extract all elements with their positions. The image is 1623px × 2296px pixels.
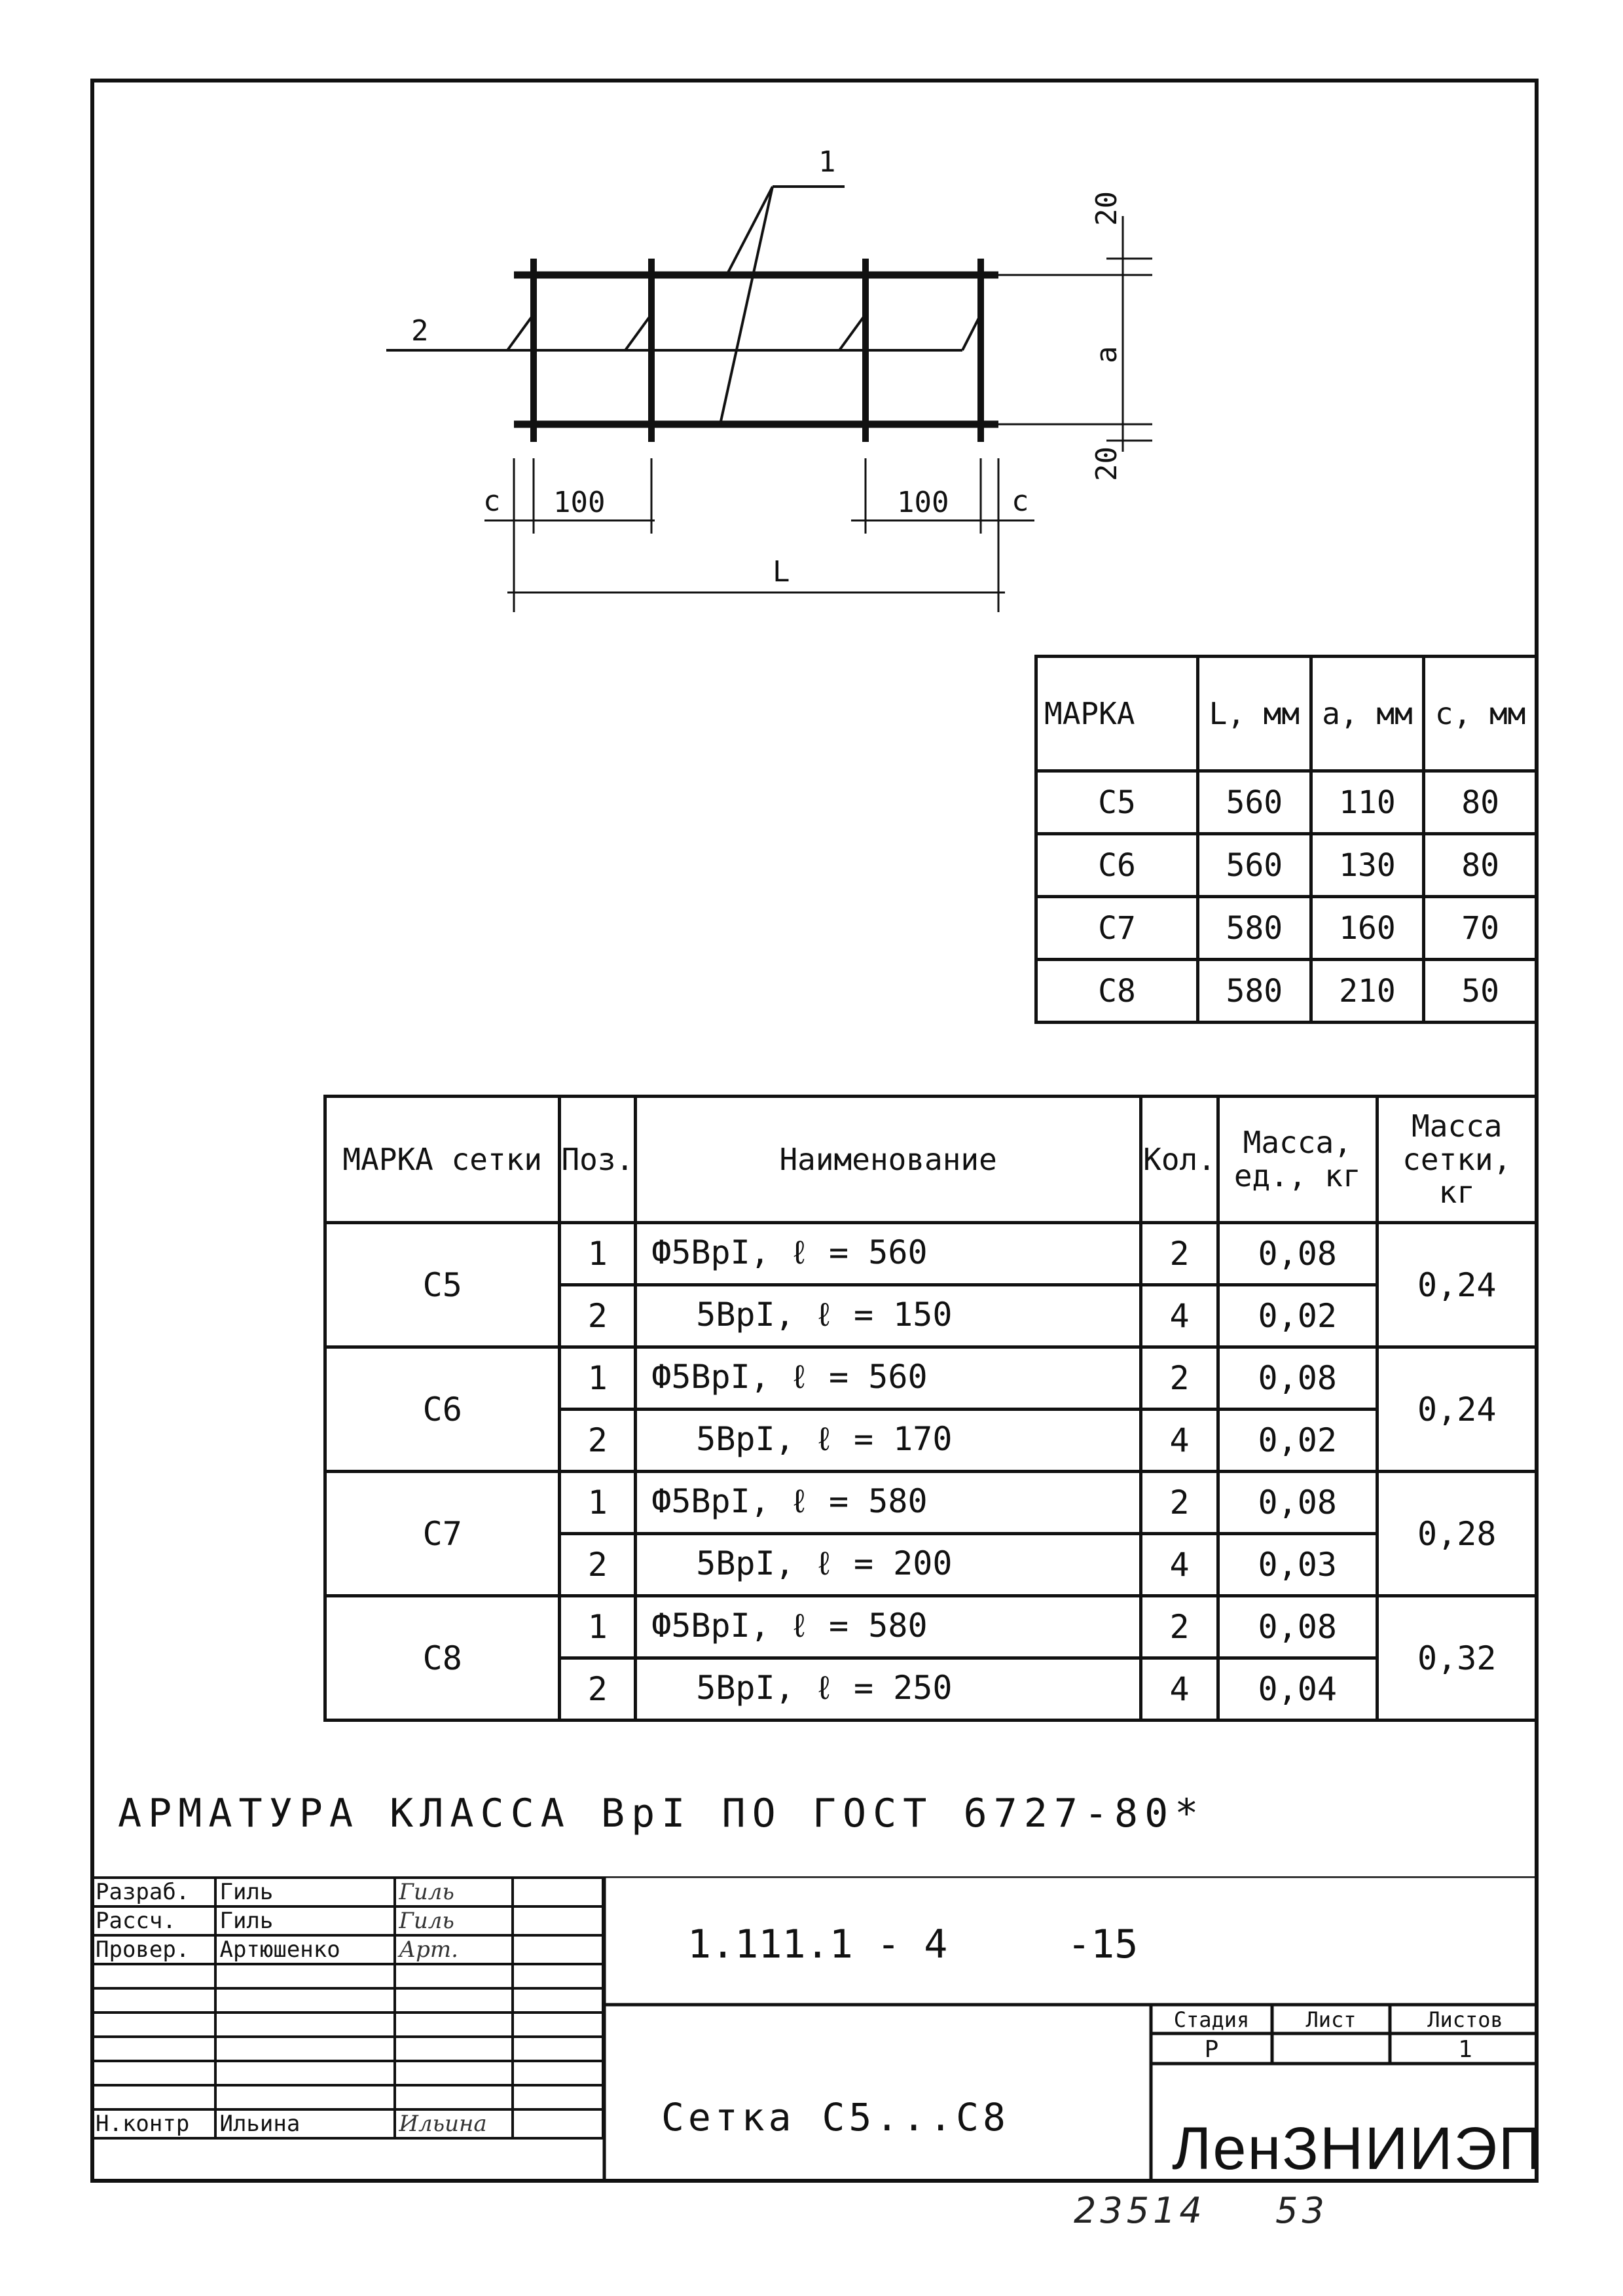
signature	[395, 1988, 513, 2013]
table-row	[1036, 897, 1537, 960]
person: Артюшенко	[215, 1935, 395, 1964]
role: Разраб.	[92, 1878, 215, 1906]
spec-total: 0,32	[1377, 1596, 1537, 1721]
spec-qty: 2	[1141, 1596, 1218, 1658]
organization-name: ЛенЗНИИЭП	[1172, 2115, 1543, 2182]
table-row	[92, 2085, 603, 2109]
param-cell: 580	[1198, 897, 1311, 960]
person	[215, 1964, 395, 1988]
spec-pos: 2	[560, 1534, 636, 1596]
spec-mass: 0,08	[1218, 1223, 1377, 1285]
spec-name: 5ВрI, ℓ = 170	[636, 1410, 1141, 1472]
dim-top-cover: 20	[1090, 191, 1123, 226]
leader-2	[386, 314, 981, 350]
signature	[395, 1964, 513, 1988]
spec-pos: 1	[560, 1347, 636, 1410]
date	[513, 1878, 603, 1906]
spec-mass: 0,04	[1218, 1658, 1377, 1721]
dim-length: L	[773, 555, 790, 589]
param-cell: С6	[1036, 834, 1198, 897]
role	[92, 2061, 215, 2085]
date	[513, 1906, 603, 1935]
table-row	[325, 1596, 1537, 1658]
role: Провер.	[92, 1935, 215, 1964]
spec-total: 0,24	[1377, 1223, 1537, 1347]
table-row	[92, 1878, 603, 1906]
signature	[395, 2061, 513, 2085]
table-row	[92, 1935, 603, 1964]
spec-pos: 1	[560, 1472, 636, 1534]
date	[513, 2109, 603, 2138]
spec-header-mesh-mass: Масса сетки, кг	[1377, 1097, 1537, 1223]
person: Гиль	[215, 1878, 395, 1906]
spec-qty: 4	[1141, 1534, 1218, 1596]
horizontal-dimensions	[484, 458, 1034, 612]
spec-total: 0,24	[1377, 1347, 1537, 1472]
param-header-end: c, мм	[1424, 657, 1537, 771]
param-cell: 580	[1198, 960, 1311, 1023]
date	[513, 2013, 603, 2037]
person	[215, 2085, 395, 2109]
spec-qty: 2	[1141, 1347, 1218, 1410]
spec-name: Ф5ВрI, ℓ = 560	[636, 1223, 1141, 1285]
date	[513, 2085, 603, 2109]
spec-qty: 2	[1141, 1223, 1218, 1285]
spec-name: Ф5ВрI, ℓ = 580	[636, 1472, 1141, 1534]
role: Рассч.	[92, 1906, 215, 1935]
table-row	[92, 1988, 603, 2013]
date	[513, 2061, 603, 2085]
signature: Арт.	[395, 1935, 513, 1964]
spec-qty: 4	[1141, 1285, 1218, 1347]
param-header-length: L, мм	[1198, 657, 1311, 771]
archive-number: 23514	[1074, 2190, 1206, 2231]
reinforcement-note: АРМАТУРА КЛАССА ВрI ПО ГОСТ 6727-80*	[118, 1791, 1205, 1836]
spec-header-name: Наименование	[636, 1097, 1141, 1223]
mesh-drawing	[0, 0, 1623, 655]
spec-name: Ф5ВрI, ℓ = 560	[636, 1347, 1141, 1410]
param-header-height: a, мм	[1311, 657, 1424, 771]
spec-qty: 2	[1141, 1472, 1218, 1534]
sheet-code: -15	[1067, 1922, 1139, 1967]
table-row	[92, 2037, 603, 2061]
table-row	[92, 2061, 603, 2085]
spec-mark: С5	[325, 1223, 560, 1347]
table-row	[92, 2013, 603, 2037]
dim-left-pitch: 100	[553, 486, 606, 519]
table-row	[92, 2109, 603, 2138]
sheets-value: 1	[1458, 2036, 1472, 2063]
signature: Гиль	[395, 1906, 513, 1935]
person	[215, 2013, 395, 2037]
signature	[395, 2013, 513, 2037]
param-cell: С5	[1036, 771, 1198, 834]
param-cell: 80	[1424, 834, 1537, 897]
callout-1-label: 1	[818, 145, 836, 179]
spec-mass: 0,08	[1218, 1596, 1377, 1658]
spec-mass: 0,02	[1218, 1410, 1377, 1472]
spec-total: 0,28	[1377, 1472, 1537, 1596]
param-cell: 210	[1311, 960, 1424, 1023]
page-number: 53	[1275, 2190, 1328, 2231]
spec-qty: 4	[1141, 1410, 1218, 1472]
parameter-table	[1034, 655, 1539, 1024]
spec-qty: 4	[1141, 1658, 1218, 1721]
param-cell: С8	[1036, 960, 1198, 1023]
param-cell: 560	[1198, 834, 1311, 897]
title-block-roles	[90, 1876, 604, 2140]
table-row	[1036, 960, 1537, 1023]
spec-pos: 1	[560, 1223, 636, 1285]
role: Н.контр	[92, 2109, 215, 2138]
person	[215, 2061, 395, 2085]
dim-right-pitch: 100	[897, 486, 949, 519]
sheets-header: Листов	[1427, 2007, 1503, 2032]
dim-height: a	[1090, 346, 1123, 363]
signature: Ильина	[395, 2109, 513, 2138]
table-row	[1036, 771, 1537, 834]
archive-stamp	[1074, 2190, 1328, 2231]
spec-header-unit-mass: Масса, ед., кг	[1218, 1097, 1377, 1223]
spec-mark: С6	[325, 1347, 560, 1472]
spec-pos: 2	[560, 1285, 636, 1347]
param-cell: С7	[1036, 897, 1198, 960]
dim-left-end: c	[483, 484, 501, 518]
role	[92, 2085, 215, 2109]
spec-mass: 0,02	[1218, 1285, 1377, 1347]
spec-mark: С7	[325, 1472, 560, 1596]
document-code: 1.111.1 - 4	[687, 1922, 948, 1967]
signature	[395, 2037, 513, 2061]
table-row	[1036, 834, 1537, 897]
spec-pos: 2	[560, 1658, 636, 1721]
vertical-dimensions	[998, 216, 1152, 452]
param-cell: 50	[1424, 960, 1537, 1023]
table-row	[325, 1472, 1537, 1534]
spec-mass: 0,08	[1218, 1347, 1377, 1410]
document-title: Сетка С5...С8	[661, 2095, 1010, 2140]
leader-1	[720, 187, 845, 424]
role	[92, 1964, 215, 1988]
callout-2-label: 2	[411, 314, 429, 348]
role	[92, 1988, 215, 2013]
person	[215, 1988, 395, 2013]
spec-name: 5ВрI, ℓ = 150	[636, 1285, 1141, 1347]
spec-mass: 0,08	[1218, 1472, 1377, 1534]
spec-header-mark: МАРКА сетки	[325, 1097, 560, 1223]
dim-bottom-cover: 20	[1090, 446, 1123, 481]
role	[92, 2013, 215, 2037]
person: Гиль	[215, 1906, 395, 1935]
person	[215, 2037, 395, 2061]
spec-header-qty: Кол.	[1141, 1097, 1218, 1223]
param-cell: 160	[1311, 897, 1424, 960]
specification-table	[323, 1095, 1539, 1722]
stage-value: Р	[1204, 2036, 1219, 2063]
date	[513, 1988, 603, 2013]
stage-header: Стадия	[1173, 2007, 1250, 2032]
sheet-header: Лист	[1305, 2007, 1357, 2032]
spec-pos: 1	[560, 1596, 636, 1658]
table-row	[325, 1223, 1537, 1285]
date	[513, 1935, 603, 1964]
table-row	[92, 1906, 603, 1935]
role	[92, 2037, 215, 2061]
date	[513, 2037, 603, 2061]
date	[513, 1964, 603, 1988]
param-cell: 560	[1198, 771, 1311, 834]
table-row	[325, 1347, 1537, 1410]
param-header-mark: МАРКА	[1036, 657, 1198, 771]
spec-mark: С8	[325, 1596, 560, 1721]
spec-pos: 2	[560, 1410, 636, 1472]
spec-name: 5ВрI, ℓ = 200	[636, 1534, 1141, 1596]
spec-header-pos: Поз.	[560, 1097, 636, 1223]
param-cell: 110	[1311, 771, 1424, 834]
table-row	[92, 1964, 603, 1988]
spec-mass: 0,03	[1218, 1534, 1377, 1596]
spec-name: 5ВрI, ℓ = 250	[636, 1658, 1141, 1721]
param-cell: 80	[1424, 771, 1537, 834]
spec-name: Ф5ВрI, ℓ = 580	[636, 1596, 1141, 1658]
signature	[395, 2085, 513, 2109]
signature: Гиль	[395, 1878, 513, 1906]
param-cell: 130	[1311, 834, 1424, 897]
person: Ильина	[215, 2109, 395, 2138]
param-cell: 70	[1424, 897, 1537, 960]
dim-right-end: c	[1012, 484, 1029, 518]
